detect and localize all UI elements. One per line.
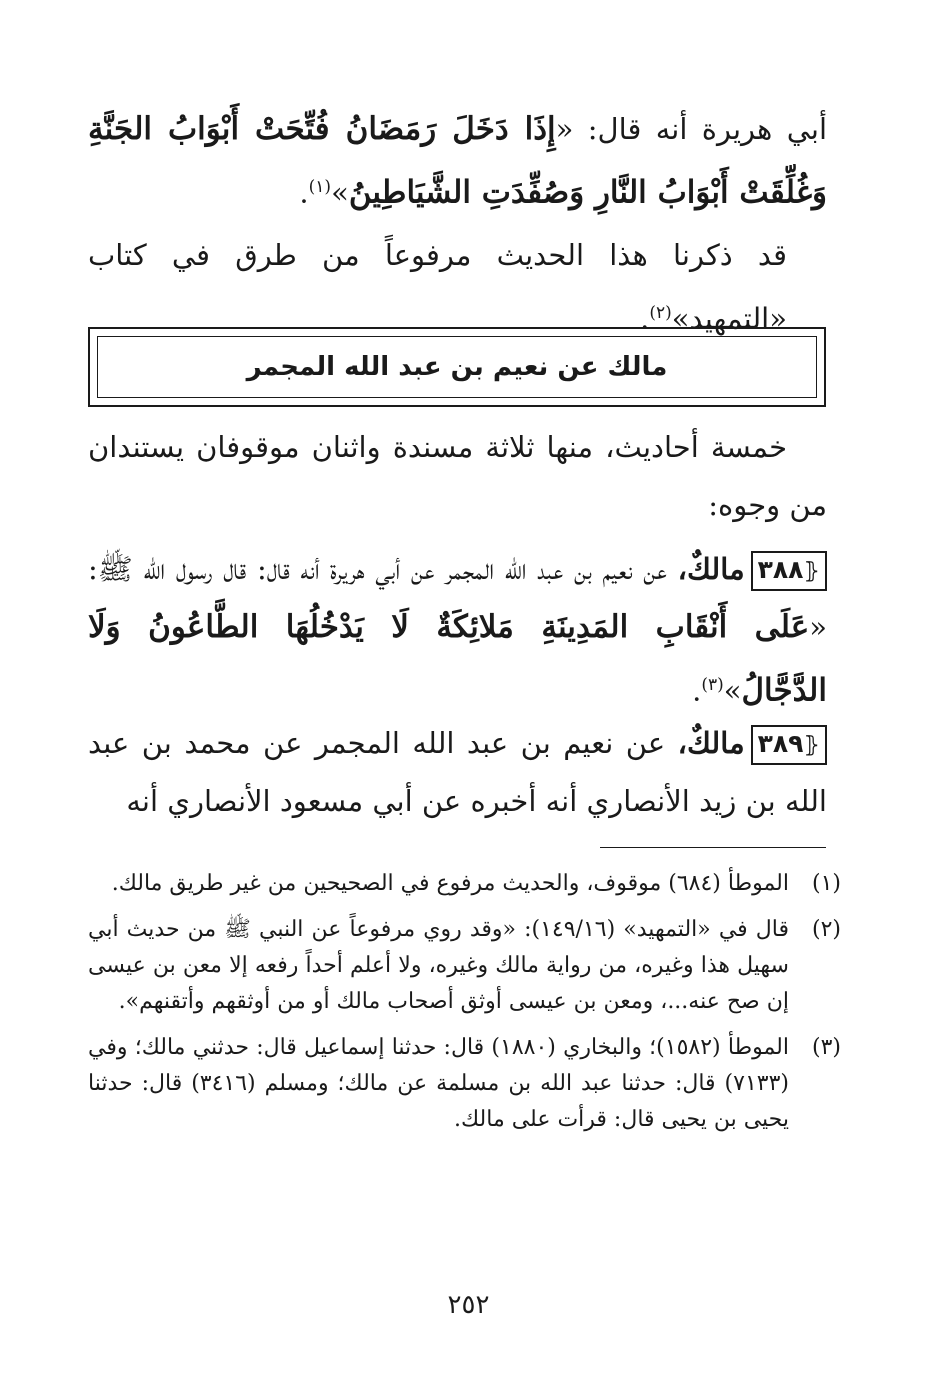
hadith-quote: عَلَى أَنْقَابِ المَدِينَةِ مَلائِكَةٌ لَا يَدْخُلُهَا الطَّاعُونُ وَلَا الدَّجَّالُ xyxy=(88,609,827,709)
section-header-inner-frame xyxy=(97,336,817,398)
footnote-marker: (٢) xyxy=(649,303,672,323)
paragraph-end: . xyxy=(640,301,650,336)
hadith-number-box xyxy=(751,551,827,591)
section-header-box xyxy=(88,327,826,407)
footnote-item xyxy=(88,866,841,902)
footnote-separator xyxy=(600,847,826,848)
intro-paragraph xyxy=(88,418,827,534)
hadith-388-paragraph xyxy=(88,540,827,720)
footnote-text: الموطأ (٦٨٤) موقوف، والحديث مرفوع في الصحيحين من غير طريق مالك. xyxy=(111,871,789,896)
narrator-name: مالكٌ، xyxy=(677,552,745,586)
footnote-text: الموطأ (١٥٨٢)؛ والبخاري (١٨٨٠) قال: حدثنا إسماعيل قال: حدثني مالك؛ وفي (٧١٣٣) قال: حدثنا عبد الله بن مسلمة عن مالك؛ ومسلم (٣٤١٦) قال: حدثنا يحيى بن يحيى قال: قرأت على مالك. xyxy=(88,1035,789,1132)
isnad-chain: عن نعيم بن عبد الله المجمر عن محمد بن عبد الله بن زيد الأنصاري أنه أخبره عن أبي مسعود الأنصاري أنه xyxy=(88,726,827,818)
page-number: ٢٥٢ xyxy=(447,1290,490,1320)
bracket-ornament-icon: ⦃ xyxy=(803,559,820,584)
footnote-marker: (٣) xyxy=(701,675,724,695)
footnote-text: قال في «التمهيد» (١٤٩/١٦): «وقد روي مرفوعاً عن النبي ﷺ من حديث أبي سهيل هذا وغيره، من رواية مالك وغيره، ولا أعلم أحداً رفعه إلا معن بن عيسى إن صح عنه...، ومعن بن عيسى أوثق أصحاب مالك أو من أوثقهم وأتقنهم». xyxy=(88,917,790,1014)
footnote-marker: (١) xyxy=(308,177,332,197)
hadith-number: ٣٨٩ xyxy=(757,729,804,758)
quote-close: » xyxy=(723,673,742,708)
opening-paragraph xyxy=(88,100,827,222)
narrator-name: مالكٌ، xyxy=(677,726,745,760)
footnote-item xyxy=(88,1030,841,1138)
section-title: مالك عن نعيم بن عبد الله المجمر xyxy=(246,352,668,382)
footnotes xyxy=(88,866,841,1138)
intro-text: خمسة أحاديث، منها ثلاثة مسندة واثنان موقوفان يستندان من وجوه: xyxy=(88,430,827,522)
hadith-number-box xyxy=(751,725,827,765)
bracket-ornament-icon: ⦃ xyxy=(803,733,820,758)
paragraph-lead: أبي هريرة أنه قال: « xyxy=(555,112,828,146)
paragraph-text: قد ذكرنا هذا الحديث مرفوعاً من طرق في كتاب «التمهيد» xyxy=(88,238,787,336)
footnote-number: (١) xyxy=(811,871,841,896)
footnote-number: (٣) xyxy=(811,1035,841,1060)
hadith-quote: إِذَا دَخَلَ رَمَضَانُ فُتِّحَتْ أَبْوَابُ الجَنَّةِ وَغُلِّقَتْ أَبْوَابُ النَّارِ وَصُفِّدَتِ الشَّيَاطِينُ xyxy=(88,111,827,211)
footnote-number: (٢) xyxy=(811,917,841,942)
hadith-389-paragraph xyxy=(88,714,827,830)
hadith-number: ٣٨٨ xyxy=(757,555,804,584)
paragraph-end: . xyxy=(299,175,309,210)
quote-close: » xyxy=(331,175,349,210)
paragraph-end: . xyxy=(692,673,702,708)
isnad-chain: عن نعيم بن عبد الله المجمر عن أبي هريرة أنه قال: قال رسول الله ﷺ: « xyxy=(88,552,827,644)
footnote-item xyxy=(88,912,841,1020)
